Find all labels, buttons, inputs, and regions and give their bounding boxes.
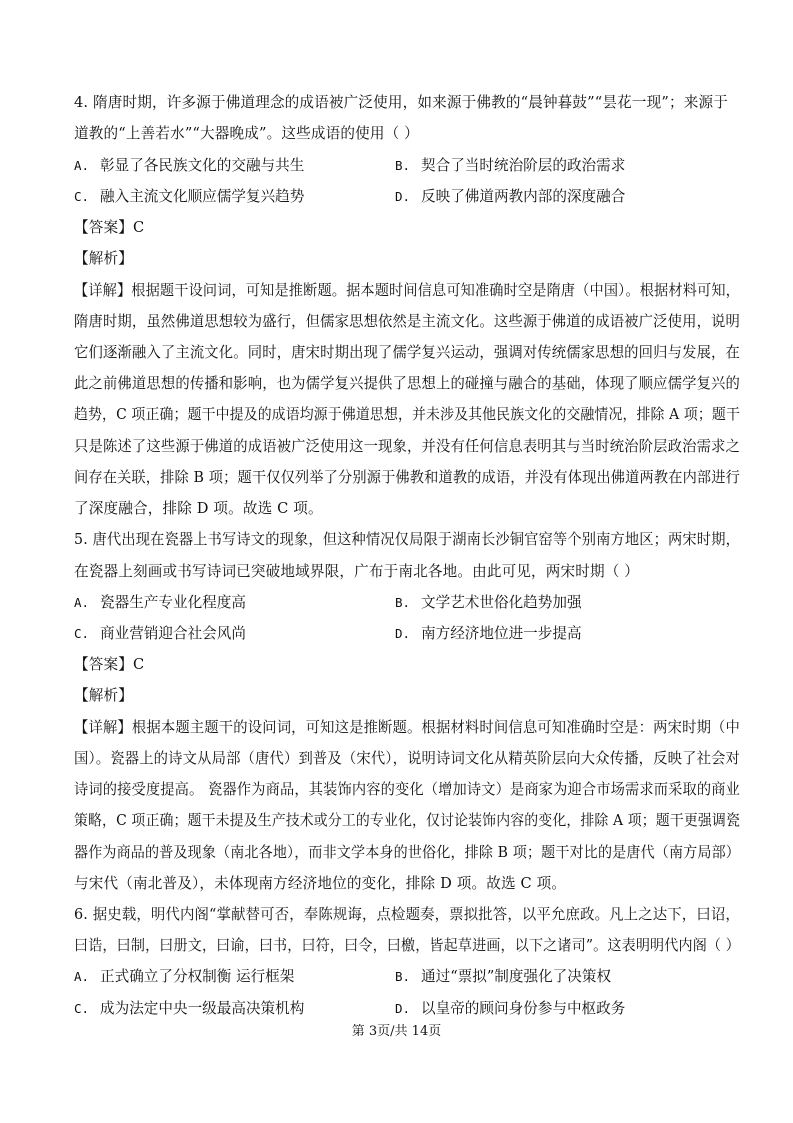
- option-key: D.: [395, 189, 411, 204]
- option-text: 瓷器生产专业化程度高: [100, 594, 246, 611]
- q5-stem-line-2: 在瓷器上刻画或书写诗词已突破地域界限，广布于南北各地。由此可见，两宋时期（ ）: [74, 563, 640, 580]
- q5-analysis-label: [74, 686, 133, 706]
- option-text: 融入主流文化顺应儒学复兴趋势: [100, 188, 305, 205]
- option-text: 南方经济地位进一步提高: [421, 625, 582, 642]
- answer-value: C: [132, 219, 145, 236]
- q6-option-c: [74, 999, 304, 1019]
- q4-detail-line-5: 趋势，C 项正确；题干中提及的成语均源于佛道思想，并未涉及其他民族文化的交融情况，排除 A 项；题干: [74, 406, 740, 423]
- q4-stem-line-2: 道教的“上善若水”“大器晚成”。这些成语的使用（ ）: [74, 125, 419, 142]
- page-number-footer: 第 3页/共 14页: [351, 1024, 442, 1039]
- option-key: B.: [395, 158, 411, 173]
- q4-option-c: [74, 187, 304, 207]
- q4-detail-line-8: 了深度融合，排除 D 项。故选 C 项。: [74, 500, 323, 517]
- q5-detail-line-3: 诗词的接受度提高。 瓷器作为商品，其装饰内容的变化（增加诗文）是商家为迎合市场需求而采取的商业: [74, 781, 741, 798]
- option-key: D.: [395, 1001, 411, 1016]
- option-text: 以皇帝的顾问身份参与中枢政务: [421, 1000, 626, 1017]
- q4-stem-line-1: 4. 隋唐时期，许多源于佛道理念的成语被广泛使用，如来源于佛教的“晨钟暮鼓”“昙花一现”；来源于: [74, 94, 728, 111]
- q5-option-b: [395, 593, 582, 613]
- option-text: 文学艺术世俗化趋势加强: [421, 594, 582, 611]
- q4-option-b: [395, 156, 625, 176]
- q4-answer: [74, 218, 144, 238]
- option-key: C.: [74, 626, 90, 641]
- option-key: A.: [74, 158, 90, 173]
- option-key: B.: [395, 595, 411, 610]
- option-key: B.: [395, 969, 411, 984]
- option-text: 正式确立了分权制衡 运行框架: [100, 968, 295, 985]
- option-text: 成为法定中央一级最高决策机构: [100, 1000, 305, 1017]
- option-text: 彰显了各民族文化的交融与共生: [100, 157, 305, 174]
- option-text: 商业营销迎合社会风尚: [100, 625, 246, 642]
- analysis-label: 【解析】: [74, 250, 133, 267]
- option-key: C.: [74, 189, 90, 204]
- q5-detail-line-4: 策略，C 项正确；题干未提及生产技术或分工的专业化，仅讨论装饰内容的变化，排除 A 项；题干更强调瓷: [74, 812, 740, 829]
- q5-option-d: [395, 624, 582, 644]
- q4-option-a: [74, 156, 304, 176]
- q4-detail-line-7: 间存在关联，排除 B 项；题干仅仅列举了分别源于佛教和道教的成语，并没有体现出佛道两教在内部进行: [74, 469, 741, 486]
- q4-detail-line-3: 它们逐渐融入了主流文化。同时，唐宋时期出现了儒学复兴运动，强调对传统儒家思想的回归与发展，在: [74, 344, 741, 361]
- option-text: 通过“票拟”制度强化了决策权: [421, 968, 612, 985]
- q4-detail-line-2: 隋唐时期，虽然佛道思想较为盛行，但儒家思想依然是主流文化。这些源于佛道的成语被广泛使用，说明: [74, 313, 741, 330]
- q4-detail-line-1: 【详解】根据题干设问词，可知是推断题。据本题时间信息可知准确时空是隋唐（中国）。根据材料可知，: [74, 282, 740, 299]
- q5-detail-line-1: 【详解】根据本题主题干的设问词，可知这是推断题。根据材料时间信息可知准确时空是：两宋时期（中: [74, 719, 741, 736]
- option-key: C.: [74, 1001, 90, 1016]
- q5-answer: [74, 655, 144, 675]
- q5-detail-line-5: 器作为商品的普及现象（南北各地），而非文学本身的世俗化，排除 B 项；题干对比的是唐代（南方局部）: [74, 844, 741, 861]
- q5-detail-line-6: 与宋代（南北普及），未体现南方经济地位的变化，排除 D 项。故选 C 项。: [74, 875, 567, 892]
- analysis-label: 【解析】: [74, 687, 133, 704]
- option-text: 契合了当时统治阶层的政治需求: [421, 157, 626, 174]
- q5-detail-line-2: 国）。瓷器上的诗文从局部（唐代）到普及（宋代），说明诗词文化从精英阶层向大众传播，反映了社会对: [74, 750, 741, 767]
- option-key: A.: [74, 595, 90, 610]
- q5-option-c: [74, 624, 246, 644]
- q6-option-b: [395, 967, 611, 987]
- q6-option-d: [395, 999, 625, 1019]
- option-key: D.: [395, 626, 411, 641]
- answer-label: 【答案】: [74, 219, 133, 236]
- option-text: 反映了佛道两教内部的深度融合: [421, 188, 626, 205]
- q5-stem-line-1: 5. 唐代出现在瓷器上书写诗文的现象，但这种情况仅局限于湖南长沙铜官窑等个别南方地区；两宋时期，: [74, 531, 740, 548]
- q4-option-d: [395, 187, 625, 207]
- q6-stem-line-2: 曰诰，曰制，曰册文，曰谕，曰书，曰符，曰令，曰檄，皆起草进画，以下之诸司”。这表明明代内阁（ ）: [74, 937, 740, 954]
- q4-detail-line-4: 此之前佛道思想的传播和影响，也为儒学复兴提供了思想上的碰撞与融合的基础，体现了顺应儒学复兴的: [74, 375, 741, 392]
- q6-option-a: [74, 967, 294, 987]
- option-key: A.: [74, 969, 90, 984]
- q5-option-a: [74, 593, 246, 613]
- answer-value: C: [132, 656, 145, 673]
- q4-detail-line-6: 只是陈述了这些源于佛道的成语被广泛使用这一现象，并没有任何信息表明其与当时统治阶层政治需求之: [74, 438, 741, 455]
- q6-stem-line-1: 6. 据史载，明代内阁“掌献替可否，奉陈规诲，点检题奏，票拟批答，以平允庶政。凡上之达下，曰诏，: [74, 906, 740, 923]
- q4-analysis-label: [74, 249, 133, 269]
- answer-label: 【答案】: [74, 656, 133, 673]
